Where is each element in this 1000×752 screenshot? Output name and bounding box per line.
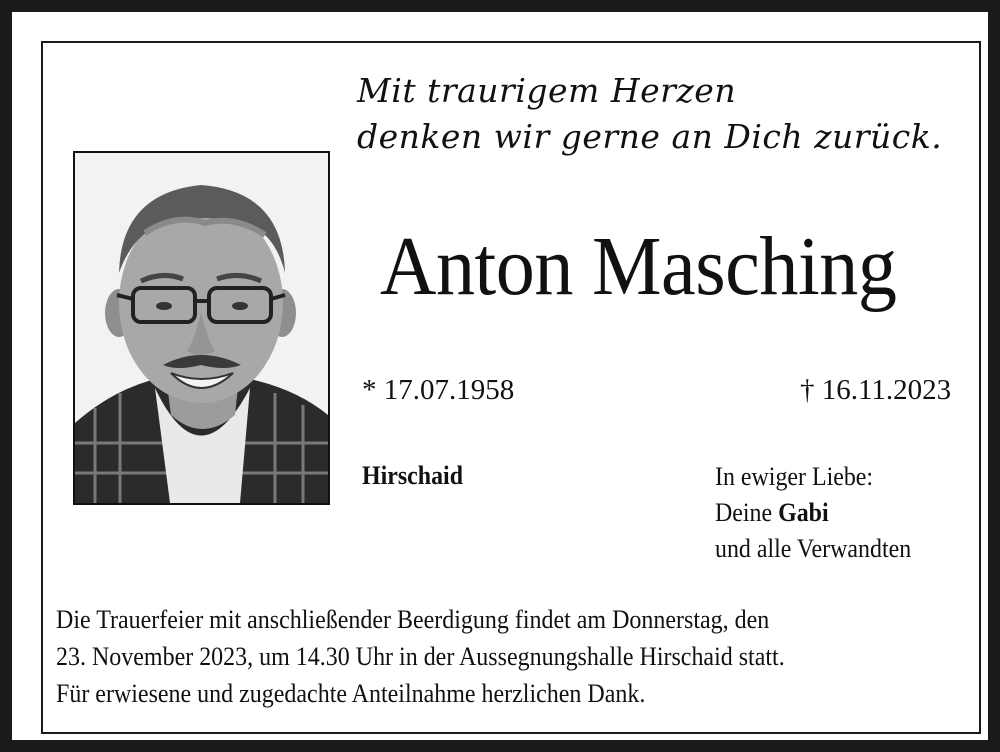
mourners-line-1: In ewiger Liebe:	[715, 462, 874, 491]
notice-line-2: 23. November 2023, um 14.30 Uhr in der Aussegnungshalle Hirschaid statt.	[56, 641, 785, 671]
motto-line-1: Mit traurigem Herzen	[357, 71, 737, 110]
mourners-block	[715, 459, 911, 567]
death-date: † 16.11.2023	[800, 374, 952, 406]
birth-date: * 17.07.1958	[362, 374, 515, 406]
motto-line-2: denken wir gerne an Dich zurück.	[357, 117, 943, 156]
deceased-name: Anton Masching	[380, 220, 897, 313]
mourners-line-2-prefix: Deine	[715, 498, 779, 527]
motto	[357, 68, 942, 160]
mourner-name: Gabi	[778, 498, 829, 527]
mourners-line-3: und alle Verwandten	[715, 534, 912, 563]
mourners-line-2	[715, 495, 911, 531]
portrait-photo	[73, 151, 330, 505]
portrait-illustration	[75, 153, 328, 503]
funeral-notice	[56, 601, 785, 712]
notice-line-3: Für erwiesene und zugedachte Anteilnahme herzlichen Dank.	[56, 678, 646, 708]
hometown: Hirschaid	[362, 461, 464, 490]
notice-line-1: Die Trauerfeier mit anschließender Beerdigung findet am Donnerstag, den	[56, 604, 770, 634]
